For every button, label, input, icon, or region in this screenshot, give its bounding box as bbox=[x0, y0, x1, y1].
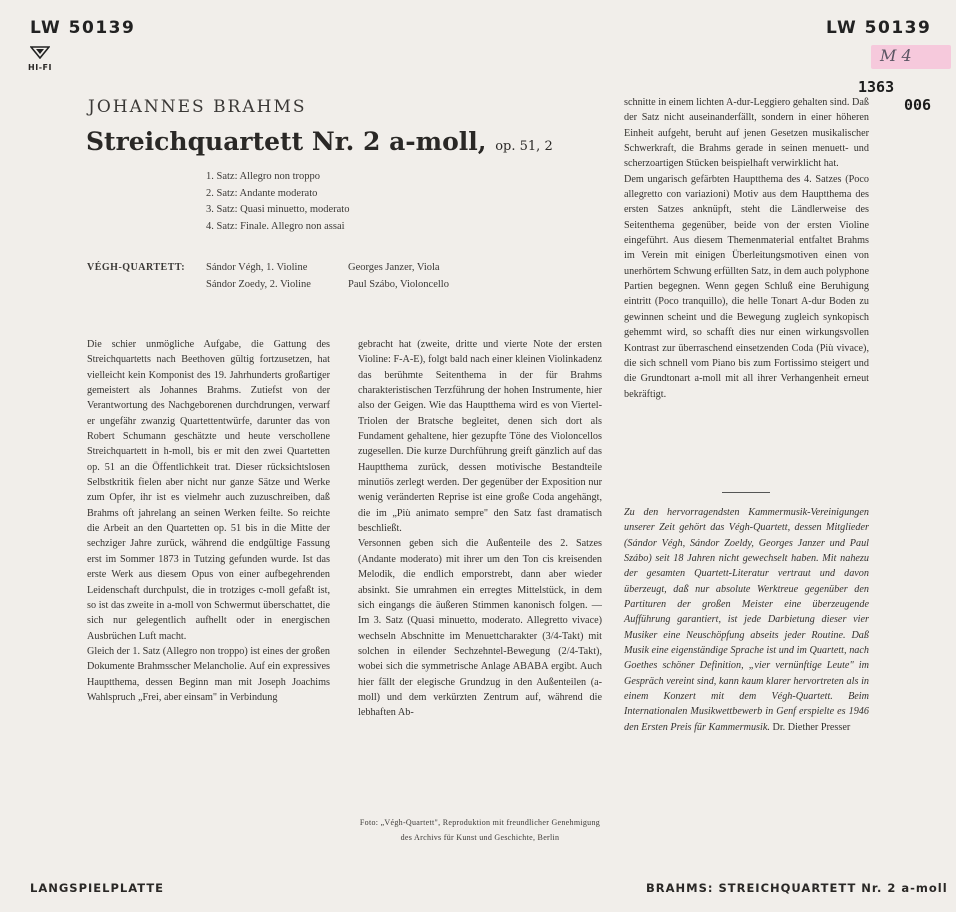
performer-name: Georges Janzer, Viola bbox=[348, 262, 440, 273]
author-credit: Dr. Diether Presser bbox=[772, 721, 851, 733]
ensemble-label: VÉGH-QUARTETT: bbox=[87, 262, 186, 273]
paragraph: schnitte in einem lichten A-dur-Leggiero gehalten sind. Daß der Satz nicht auseinanderfällt, sondern in einer höheren Einheit aufgeht, beruht auf jenen Gesetzen musikalischer Schwerkraft, die Brahms gerade in seinen menuett- und scherzoartigen Stücken beispielhaft verwirklicht hat. bbox=[624, 97, 869, 170]
footer-left-label: LANGSPIELPLATTE bbox=[30, 881, 165, 895]
hifi-label: HI-FI bbox=[28, 63, 52, 72]
work-title bbox=[86, 127, 553, 156]
text-column-1 bbox=[87, 337, 330, 705]
biography-text: Zu den hervorragendsten Kammermusik-Vereinigungen unserer Zeit gehört das Végh-Quartett, dessen Mitglieder (Sándor Végh, Sándor Zoeldy, Georges Janzer und Paul Szábo) seit 18 Jahren nicht gewechselt haben. Mit nahezu der gesamten Quartett-Literatur vertraut und davon überzeugt, daß nur absolute Werktreue gegenüber den Partituren der großen Meister eine überzeugende Aufführung garantiert, ist jede Darbietung dieser vier Musiker eine Neuschöpfung abseits jeder Routine. Daß Musik eine eigenständige Sprache ist und im Quartett, nach Goethes schöner Definition, „vier vernünftige Leute" im Gespräch vereint sind, kann kaum klarer hervortreten als in einem Konzert mit dem Végh-Quartett. Beim Internationalen Musikwettbewerb in Genf erspielte es 1946 den Ersten Preis für Kammermusik. bbox=[624, 507, 869, 733]
paragraph: Gleich der 1. Satz (Allegro non troppo) ist eines der großen Dokumente Brahmsscher Melancholie. Auf ein expressives Hauptthema, dessen Beginn man mit Joseph Joachims Wahlspruch „Frei, aber einsam" in Verbindung bbox=[87, 645, 330, 703]
paragraph: Dem ungarisch gefärbten Hauptthema des 4. Satzes (Poco allegretto con variazioni) Motiv aus dem Hauptthema des ersten Satzes anknüpft, steht die Ländlerweise des Seitenthema gegenüber, beide von der ersten Violine eingeführt. Aus diesem Themenmaterial entfaltet Brahms im Verein mit einigen Überleitungsmotiven einen von unerhörtem Schwung erfüllten Satz, in dem auch polyphone Partien begegnen. Wenn gegen Schluß eine Beruhigung eintritt (Poco tranquillo), die helle Tonart A-dur Boden zu gewinnen scheint und die Bewegung zugleich synkopisch gehemmt wird, so schafft dies nur einen wirkungsvollen Kontrast zur überraschend einsetzenden Coda (Più vivace), die sich schnell vom Piano bis zum Fortissimo steigert und die Grundtonart a-moll mit all ihrer Verhangenheit erneut bekräftigt. bbox=[624, 173, 870, 400]
movement-item: 1. Satz: Allegro non troppo bbox=[206, 171, 321, 182]
handwritten-note: M 4 bbox=[880, 46, 912, 65]
performer-name: Paul Szábo, Violoncello bbox=[348, 279, 449, 290]
section-divider bbox=[722, 492, 770, 493]
catalog-number-right: LW 50139 bbox=[826, 18, 932, 38]
paragraph bbox=[624, 505, 869, 735]
performer-names-col1 bbox=[206, 259, 311, 293]
movement-item: 2. Satz: Andante moderato bbox=[206, 187, 318, 199]
ensemble-biography bbox=[624, 505, 869, 735]
footer-right-title: BRAHMS: STREICHQUARTETT Nr. 2 a-moll bbox=[646, 881, 948, 895]
paragraph: Die schier unmögliche Aufgabe, die Gattung des Streichquartetts nach Beethoven gültig fortzusetzen, hat vielleicht kein Komponist des 19. Jahrhunderts großartiger gemeistert als Johannes Brahms. Zutiefst von der Verantwortung des Nachgeborenen durchdrungen, verwarf er ungefähr zwanzig Quartettentwürfe, darunter das von Robert Schumann geschätzte und heute verschollene Streichquartett in h-moll, bis er mit den zwei Quartetten op. 51 an die Öffentlichkeit trat. Dieser rücksichtslosen Selbstkritik fielen aber nicht nur ganze Sätze und Werke zum Opfer, ihr ist es vielmehr auch zuzuschreiben, daß Brahms oft jahrelang an seinen Werken feilte. So reichte die Arbeit an den Quartetten op. 51 bis in die Mitte der sechziger Jahre zurück, während die endgültige Fassung erst im Sommer 1873 in Tutzing gefunden wurde. Ist das erste Werk aus diesem Opus von einer aufbegehrenden Leidenschaft durchpulst, die in trotziges c-moll gefaßt ist, so ist das zweite in a-moll von Schwermut überschattet, die sich nur gelegentlich aufhellt oder in energischen Ausbrüchen Luft macht. bbox=[87, 339, 330, 642]
performer-names-col2 bbox=[348, 259, 449, 293]
stamp-number-1: 1363 bbox=[858, 78, 895, 96]
photo-caption bbox=[280, 815, 680, 845]
composer-name: JOHANNES BRAHMS bbox=[88, 97, 307, 117]
paragraph: Versonnen geben sich die Außenteile des 2. Satzes (Andante moderato) mit ihrer um den Ton cis kreisenden Melodik, die endlich emporstrebt, dann aber wieder absinkt. Sie umrahmen ein erregtes Mittelstück, in dem sich eingangs die äußeren Stimmen kanonisch folgen. — Im 3. Satz (Quasi minuetto, moderato. Allegretto vivace) wechseln Abschnitte im Menuettcharakter (3/4-Takt) mit solchen in eilender Sechzehntel-Bewegung (2/4-Takt), wobei sich die symmetrische Anlage ABABA ergibt. Auch hier fällt der elegische Grundzug in den Außenteilen (a-moll) und dem verkürzten Zentrum auf, während die lebhaften Ab- bbox=[358, 538, 602, 719]
opus-number: op. 51, 2 bbox=[495, 139, 553, 154]
hifi-triangle-icon bbox=[30, 46, 50, 59]
stamp-number-2: 006 bbox=[904, 96, 932, 114]
caption-line: des Archivs für Kunst und Geschichte, Berlin bbox=[400, 833, 560, 842]
work-title-text: Streichquartett Nr. 2 a-moll, bbox=[86, 127, 487, 156]
movement-item: 3. Satz: Quasi minuetto, moderato bbox=[206, 204, 350, 216]
paragraph: gebracht hat (zweite, dritte und vierte Note der ersten Violine: F-A-E), folgt bald nach einer kleinen Violinkadenz das berühmte Seitenthema in der für Brahms charakteristischen Terzführung der hohen Instrumente, hier also der Geigen. Wie das Hauptthema wird es von Viertel-Triolen der Bratsche begleitet, denen sich dort als Fundament gehaltene, hier gezupfte Töne des Violoncellos zugesellen. Die kurze Durchführung greift gänzlich auf das Hauptthema zurück, dessen motivische Bestandteile minutiös zerlegt werden. Der gegenüber der Exposition nur wenig veränderten Reprise ist eine große Coda angehängt, die im „Più animato sempre" den Satz fast dramatisch beschließt. bbox=[358, 339, 602, 535]
movement-list bbox=[206, 169, 349, 235]
performer-name: Sándor Végh, 1. Violine bbox=[206, 262, 308, 273]
text-column-3 bbox=[624, 95, 869, 402]
catalog-number-left: LW 50139 bbox=[30, 18, 136, 38]
hifi-logo bbox=[28, 44, 52, 72]
caption-line: Foto: „Végh-Quartett", Reproduktion mit freundlicher Genehmigung bbox=[359, 818, 601, 827]
text-column-2 bbox=[358, 337, 602, 721]
performer-name: Sándor Zoedy, 2. Violine bbox=[206, 279, 311, 290]
movement-item: 4. Satz: Finale. Allegro non assai bbox=[206, 220, 345, 232]
